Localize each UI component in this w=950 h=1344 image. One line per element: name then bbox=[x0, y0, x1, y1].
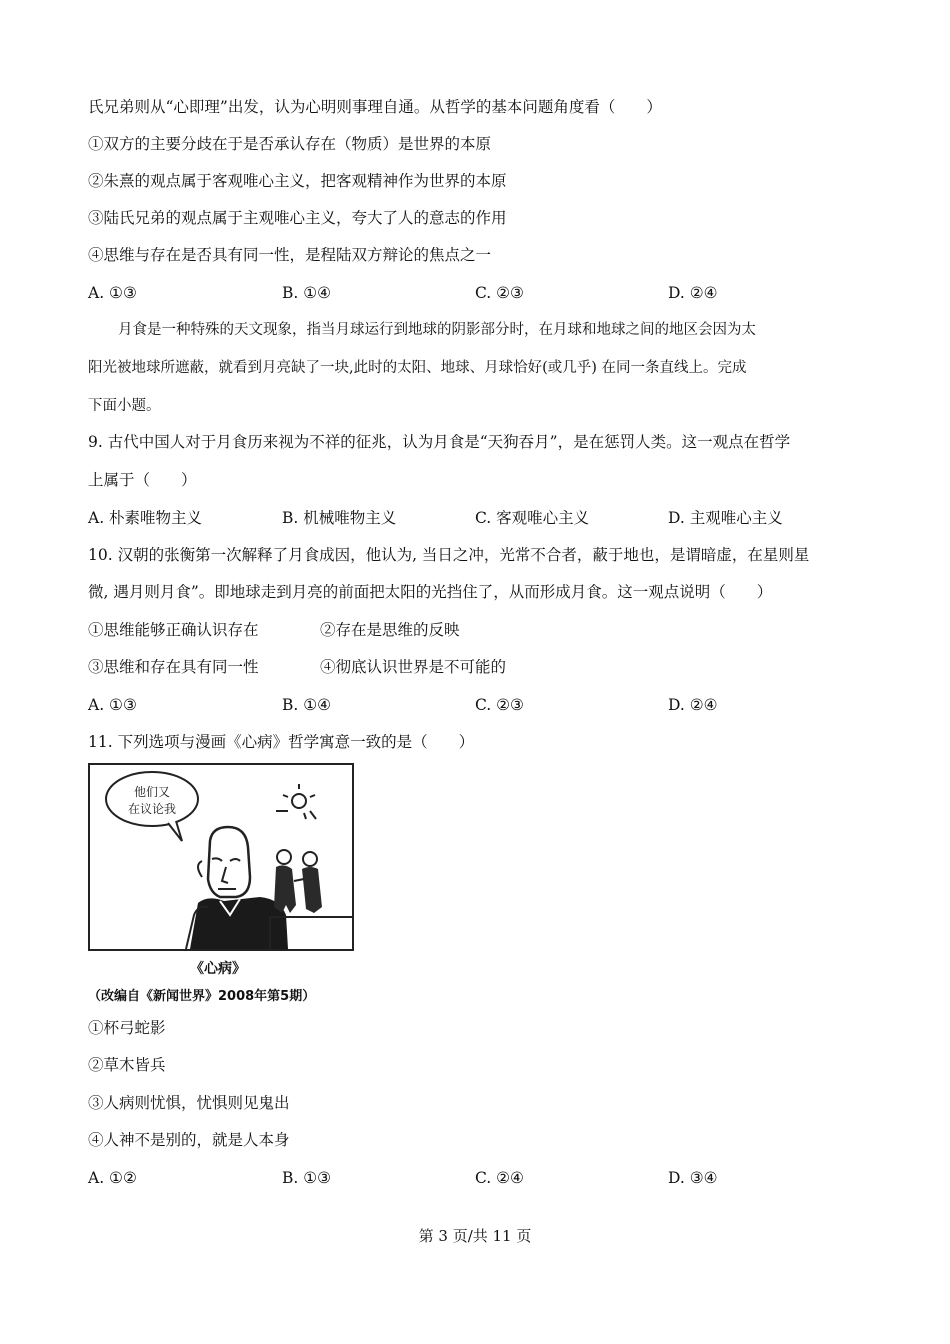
q10-option-a: A. ①③ bbox=[88, 696, 137, 714]
figure-right-head bbox=[303, 852, 317, 866]
question-10-stem: 10. 汉朝的张衡第一次解释了月食成因，他认为, 当日之冲，光常不合者，蔽于地也，是谓暗虚，在星则星 bbox=[88, 546, 810, 564]
q11-option-a: A. ①② bbox=[88, 1169, 137, 1187]
q10-statement-2: ②存在是思维的反映 bbox=[320, 621, 460, 639]
figure-left-body bbox=[274, 865, 296, 913]
q11-statement-4: ④人神不是别的，就是人本身 bbox=[88, 1131, 290, 1149]
q8-option-a: A. ①③ bbox=[88, 284, 137, 302]
q11-option-c: C. ②④ bbox=[475, 1169, 524, 1187]
q9-option-d: D. 主观唯心主义 bbox=[668, 509, 783, 527]
q11-statement-2: ②草木皆兵 bbox=[88, 1056, 166, 1074]
figures-gesture bbox=[294, 879, 304, 881]
figure-left-head bbox=[277, 850, 291, 864]
passage-line-1: 月食是一种特殊的天文现象，指当月球运行到地球的阴影部分时，在月球和地球之间的地区会因为太 bbox=[118, 322, 756, 338]
cartoon-drawing bbox=[90, 765, 352, 949]
cartoon-caption: 《心病》 bbox=[190, 961, 246, 977]
question-10-stem-2: 微, 遇月则月食”。即地球走到月亮的前面把太阳的光挡住了，从而形成月食。这一观点说明（ ） bbox=[88, 583, 773, 601]
cartoon-source: （改编自《新闻世界》2008年第5期） bbox=[88, 989, 316, 1004]
statement-2: ②朱熹的观点属于客观唯心主义，把客观精神作为世界的本原 bbox=[88, 172, 507, 190]
q11-statement-3: ③人病则忧惧，忧惧则见鬼出 bbox=[88, 1094, 290, 1112]
q11-statement-1: ①杯弓蛇影 bbox=[88, 1019, 166, 1037]
q9-option-b: B. 机械唯物主义 bbox=[282, 509, 397, 527]
page-footer: 第 3 页/共 11 页 bbox=[418, 1227, 532, 1245]
bubble-text-2: 在议论我 bbox=[127, 802, 177, 816]
man-body bbox=[190, 897, 288, 949]
q10-statement-1: ①思维能够正确认识存在 bbox=[88, 621, 259, 639]
q10-option-b: B. ①④ bbox=[282, 696, 332, 714]
question-11-stem: 11. 下列选项与漫画《心病》哲学寓意一致的是（ ） bbox=[88, 733, 475, 751]
sun-icon bbox=[292, 794, 306, 808]
figure-right-body bbox=[302, 867, 322, 913]
question-9-stem: 9. 古代中国人对于月食历来视为不祥的征兆，认为月食是“天狗吞月”，是在惩罚人类。这一观点在哲学 bbox=[88, 433, 791, 451]
q11-option-b: B. ①③ bbox=[282, 1169, 332, 1187]
man-head bbox=[208, 827, 250, 897]
man-ear bbox=[198, 861, 202, 877]
q8-option-b: B. ①④ bbox=[282, 284, 332, 302]
bubble-text-1: 他们又 bbox=[133, 785, 171, 799]
q10-statement-3: ③思维和存在具有同一性 bbox=[88, 658, 259, 676]
statement-1: ①双方的主要分歧在于是否承认存在（物质）是世界的本原 bbox=[88, 135, 492, 153]
speech-bubble-tail bbox=[168, 821, 182, 841]
statement-3: ③陆氏兄弟的观点属于主观唯心主义，夸大了人的意志的作用 bbox=[88, 209, 507, 227]
q8-option-d: D. ②④ bbox=[668, 284, 718, 302]
passage-line-2: 阳光被地球所遮蔽，就看到月亮缺了一块,此时的太阳、地球、月球恰好(或几乎) 在同一条直线上。完成 bbox=[88, 360, 747, 376]
cartoon-xinbing bbox=[88, 763, 354, 951]
question-8-stem-tail: 氏兄弟则从“心即理”出发，认为心明则事理自通。从哲学的基本问题角度看（ ） bbox=[88, 98, 662, 116]
q10-statement-4: ④彻底认识世界是不可能的 bbox=[320, 658, 507, 676]
q10-option-d: D. ②④ bbox=[668, 696, 718, 714]
q10-option-c: C. ②③ bbox=[475, 696, 524, 714]
passage-line-3: 下面小题。 bbox=[88, 398, 161, 414]
q11-option-d: D. ③④ bbox=[668, 1169, 718, 1187]
q9-option-c: C. 客观唯心主义 bbox=[475, 509, 590, 527]
statement-4: ④思维与存在是否具有同一性，是程陆双方辩论的焦点之一 bbox=[88, 246, 492, 264]
speech-bubble bbox=[106, 772, 198, 826]
sun-rays bbox=[276, 784, 316, 819]
q9-option-a: A. 朴素唯物主义 bbox=[88, 509, 203, 527]
question-9-stem-2: 上属于（ ） bbox=[88, 471, 197, 489]
q8-option-c: C. ②③ bbox=[475, 284, 524, 302]
